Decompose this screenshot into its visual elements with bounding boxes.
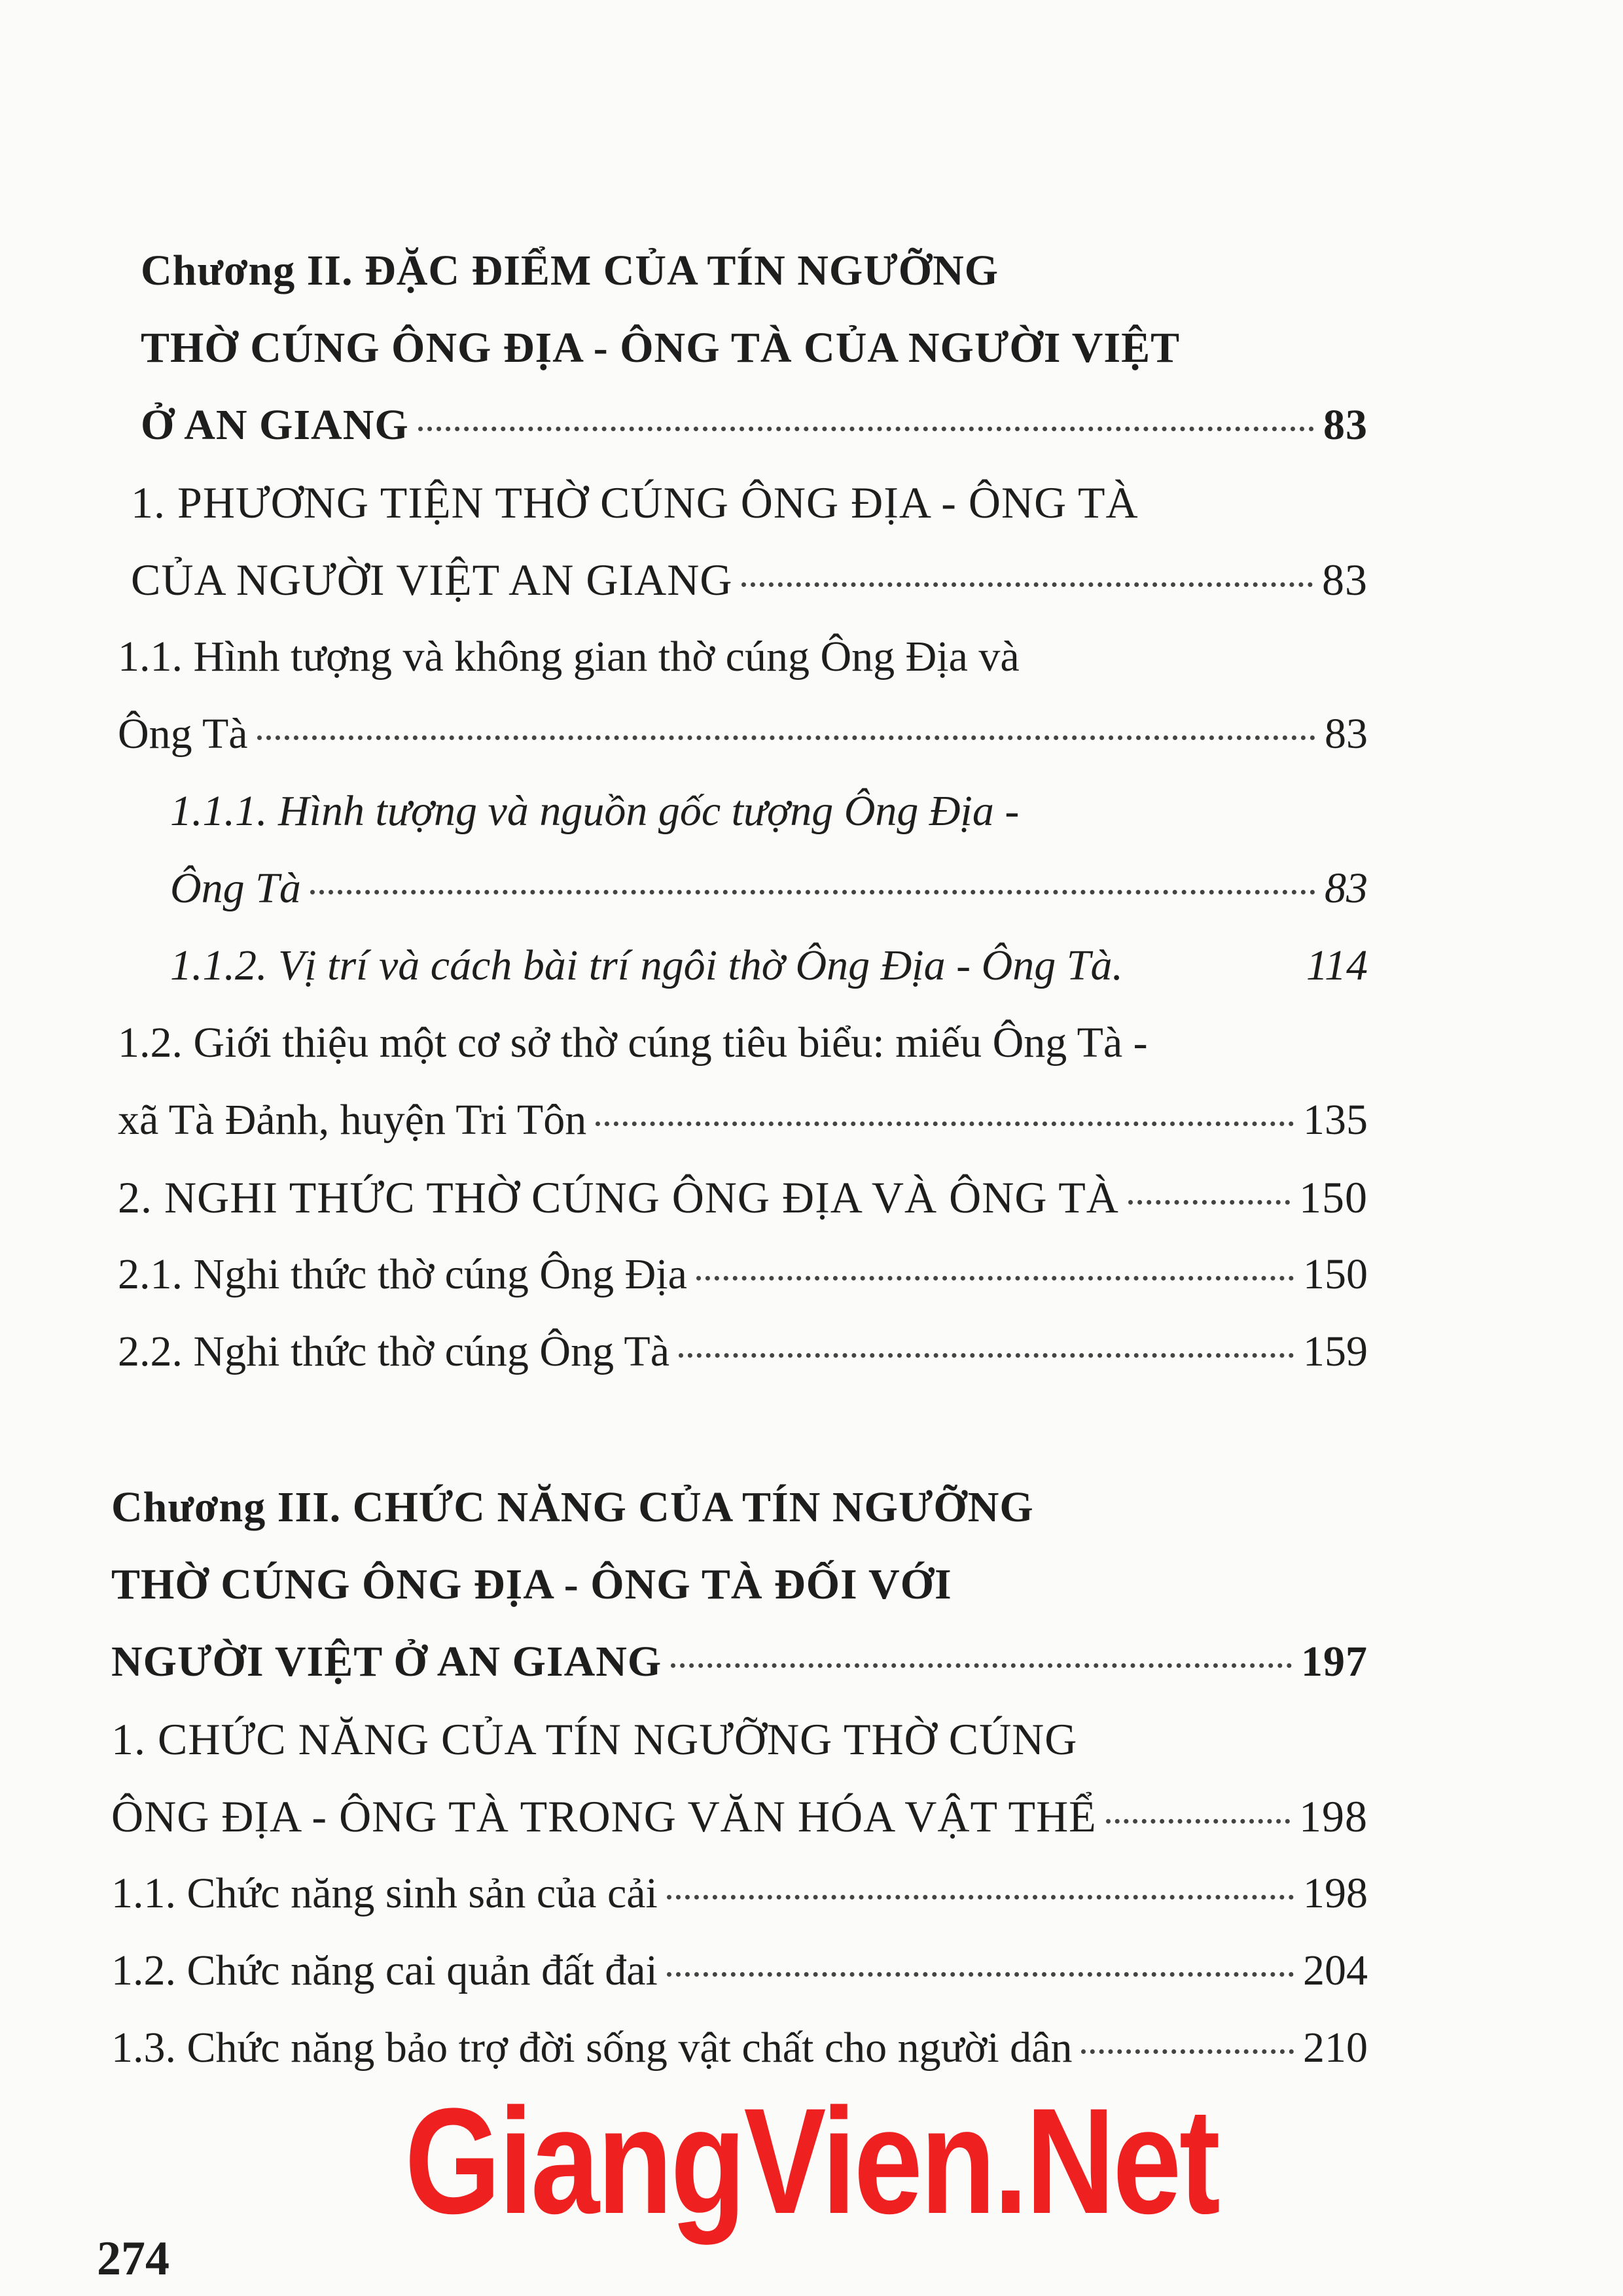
toc-section-1-line-1: 1. PHƯƠNG TIỆN THỜ CÚNG ÔNG ĐỊA - ÔNG TÀ — [131, 478, 1139, 527]
toc-section-1-2-line-1: 1.2. Giới thiệu một cơ sở thờ cúng tiêu biểu: miếu Ông Tà - — [118, 1019, 1148, 1067]
page-ref: 197 — [1301, 1638, 1368, 1686]
toc-section-1-1-line-1: 1.1. Hình tượng và không gian thờ cúng Ông Địa và — [118, 633, 1020, 680]
watermark-text: GiangVien.Net — [404, 2077, 1219, 2245]
page-ref: 150 — [1299, 1173, 1368, 1222]
toc-chapter-3-line-2: THỜ CÚNG ÔNG ĐỊA - ÔNG TÀ ĐỐI VỚI — [111, 1561, 952, 1608]
leader-dots — [310, 890, 1315, 894]
leader-dots — [1128, 1200, 1290, 1205]
toc-section-2-1: 2.1. Nghi thức thờ cúng Ông Địa 150 — [111, 1236, 1368, 1313]
page-ref: 210 — [1303, 2024, 1368, 2072]
toc-ch3-section-1-line-1: 1. CHỨC NĂNG CỦA TÍN NGƯỠNG THỜ CÚNG — [111, 1714, 1078, 1764]
leader-dots — [418, 427, 1314, 431]
toc-section-1-1-1-line-1: 1.1.1. Hình tượng và nguồn gốc tượng Ông Địa - — [170, 787, 1020, 835]
leader-dots — [257, 735, 1315, 740]
toc-chapter-2-line-2: THỜ CÚNG ÔNG ĐỊA - ÔNG TÀ CỦA NGƯỜI VIỆT — [141, 324, 1181, 372]
toc-ch3-section-1-1: 1.1. Chức năng sinh sản của cải 198 — [111, 1855, 1368, 1932]
leader-dots — [1081, 2049, 1294, 2054]
toc-chapter-2-line-3: Ở AN GIANG 83 — [111, 387, 1368, 464]
page-ref: 83 — [1322, 555, 1368, 605]
page-ref: 83 — [1323, 401, 1368, 449]
toc-chapter-2-line-1: Chương II. ĐẶC ĐIỂM CỦA TÍN NGƯỠNG — [141, 247, 999, 294]
toc-section-1-1-2: 1.1.2. Vị trí và cách bài trí ngôi thờ Ông Địa - Ông Tà. 114 — [111, 927, 1368, 1004]
leader-dots — [679, 1353, 1294, 1358]
leader-dots — [671, 1663, 1292, 1668]
toc-section-1-1-1-line-2: Ông Tà 83 — [111, 850, 1368, 927]
page-ref: 83 — [1325, 864, 1368, 912]
page-ref: 83 — [1325, 710, 1368, 758]
leader-dots — [667, 1972, 1294, 1977]
toc-section-2-2: 2.2. Nghi thức thờ cúng Ông Tà 159 — [111, 1313, 1368, 1390]
page-ref: 114 — [1306, 942, 1368, 989]
page-ref: 135 — [1303, 1096, 1368, 1144]
page-ref: 159 — [1303, 1328, 1368, 1375]
page-ref: 204 — [1303, 1947, 1368, 1994]
page-number: 274 — [97, 2232, 169, 2286]
toc-section-2: 2. NGHI THỨC THỜ CÚNG ÔNG ĐỊA VÀ ÔNG TÀ 150 — [111, 1159, 1368, 1236]
leader-dots — [667, 1895, 1294, 1899]
toc-section-1-1-line-2: Ông Tà 83 — [111, 696, 1368, 773]
leader-dots — [596, 1122, 1294, 1126]
toc-ch3-section-1-3: 1.3. Chức năng bảo trợ đời sống vật chất cho người dân 210 — [111, 2009, 1368, 2087]
toc-ch3-section-1-line-2: ÔNG ĐỊA - ÔNG TÀ TRONG VĂN HÓA VẬT THỂ 198 — [111, 1778, 1368, 1855]
page-ref: 150 — [1303, 1250, 1368, 1298]
toc-ch3-section-1-2: 1.2. Chức năng cai quản đất đai 204 — [111, 1932, 1368, 2009]
toc-section-1-2-line-2: xã Tà Đảnh, huyện Tri Tôn 135 — [111, 1082, 1368, 1159]
toc-chapter-3-line-1: Chương III. CHỨC NĂNG CỦA TÍN NGƯỠNG — [111, 1483, 1034, 1531]
page-ref: 198 — [1303, 1869, 1368, 1917]
toc-chapter-3-line-3: NGƯỜI VIỆT Ở AN GIANG 197 — [111, 1623, 1368, 1701]
leader-dots — [1106, 1819, 1290, 1824]
page-ref: 198 — [1299, 1792, 1368, 1841]
leader-dots — [696, 1276, 1294, 1280]
toc-section-1-line-2: CỦA NGƯỜI VIỆT AN GIANG 83 — [111, 541, 1368, 618]
leader-dots — [741, 582, 1313, 587]
table-of-contents — [111, 232, 1368, 2087]
